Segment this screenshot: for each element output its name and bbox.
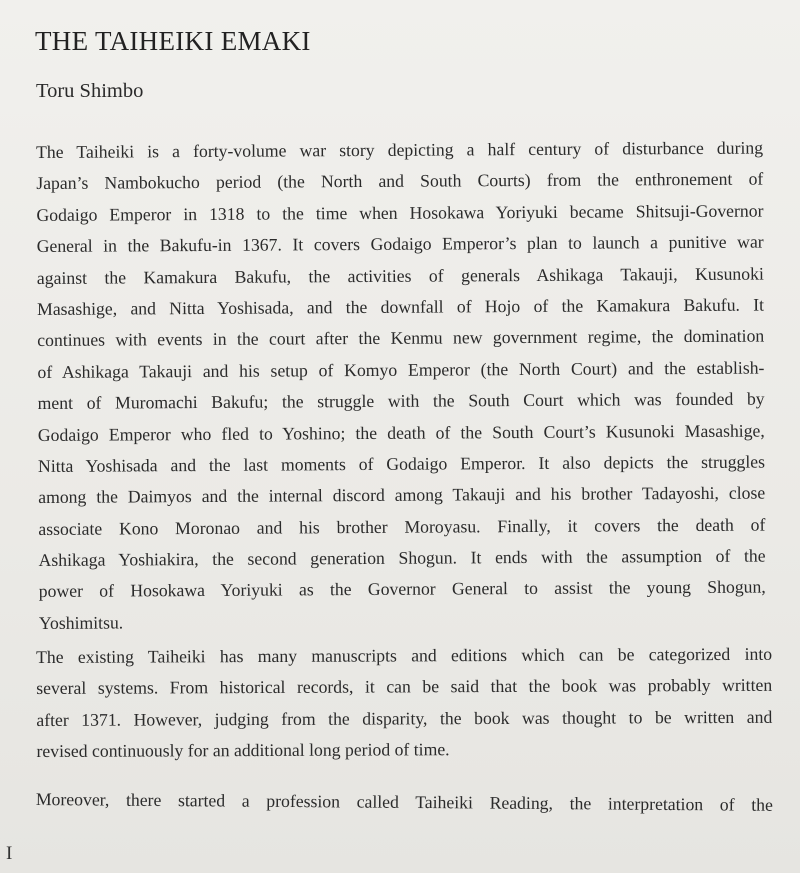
author-name: Toru Shimbo	[36, 80, 144, 102]
paragraph-3	[36, 784, 773, 821]
page-number: I	[6, 843, 13, 864]
text-line: General in the Bakufu-in 1367. It covers Godaigo Emperor’s plan to launch a punitive war	[36, 231, 764, 257]
text-line: The existing Taiheiki has many manuscripts and editions which can be categorized into	[36, 643, 773, 667]
text-line: continues with events in the court after the Kenmu new government regime, the domination	[37, 325, 765, 351]
paragraph-1	[36, 133, 766, 640]
text-line: Godaigo Emperor in 1318 to the time when Hosokawa Yoriyuki became Shitsuji-Governor	[36, 200, 764, 225]
text-line: against the Kamakura Bakufu, the activities of generals Ashikaga Takauji, Kusunoki	[36, 263, 764, 288]
article-title: THE TAIHEIKI EMAKI	[35, 26, 311, 56]
text-line: Ashikaga Yoshiakira, the second generation Shogun. It ends with the assumption of the	[38, 545, 766, 571]
text-line: The Taiheiki is a forty-volume war story depicting a half century of disturbance during	[36, 137, 764, 162]
text-line: Yoshimitsu.	[38, 612, 124, 633]
text-line: Masashige, and Nitta Yoshisada, and the downfall of Hojo of the Kamakura Bakufu. It	[36, 294, 765, 319]
text-line: several systems. From historical records, it can be said that the book was probably written	[36, 675, 773, 699]
text-line: Nitta Yoshisada and the last moments of Godaigo Emperor. It also depicts the struggles	[37, 451, 766, 476]
text-line: after 1371. However, judging from the disparity, the book was thought to be written and	[36, 706, 773, 730]
text-line: revised continuously for an additional long period of time.	[36, 739, 450, 762]
text-line: Moreover, there started a profession called Taiheiki Reading, the interpretation of the	[35, 788, 773, 815]
paragraph-2	[36, 639, 773, 768]
text-line: ment of Muromachi Bakufu; the struggle with the South Court which was founded by	[37, 388, 765, 414]
text-line: Japan’s Nambokucho period (the North and South Courts) from the enthronement of	[36, 168, 764, 194]
text-line: power of Hosokawa Yoriyuki as the Governor General to assist the young Shogun,	[38, 577, 766, 602]
text-line: of Ashikaga Takauji and his setup of Komyo Emperor (the North Court) and the establish-	[37, 357, 765, 382]
text-line: Godaigo Emperor who fled to Yoshino; the death of the South Court’s Kusunoki Masashige,	[37, 420, 765, 445]
text-line: associate Kono Moronao and his brother Moroyasu. Finally, it covers the death of	[38, 514, 766, 539]
text-line: among the Daimyos and the internal discord among Takauji and his brother Tadayoshi, close	[38, 482, 766, 508]
